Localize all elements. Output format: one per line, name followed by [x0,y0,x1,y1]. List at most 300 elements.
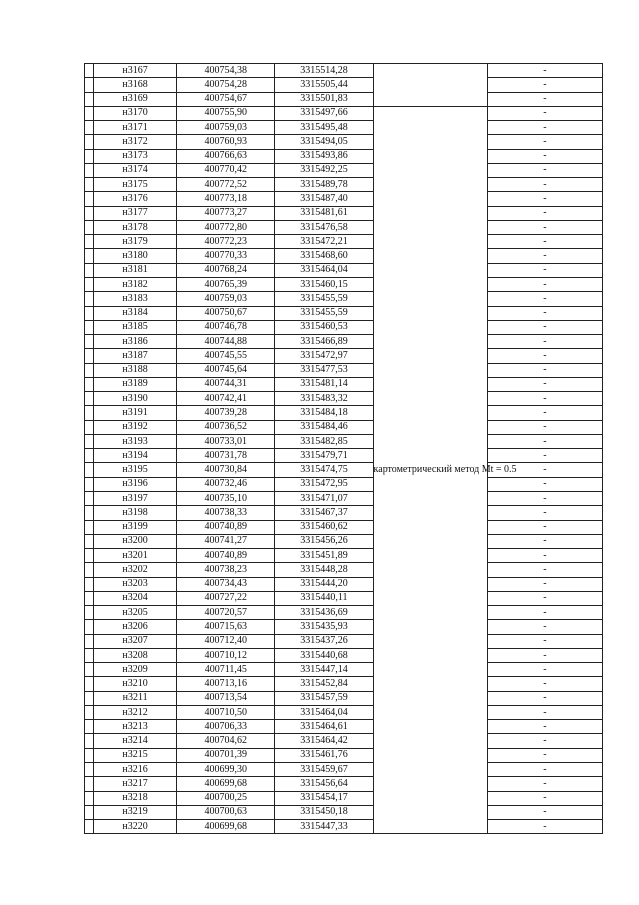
table-row [85,420,603,434]
note-cell: - [487,748,602,762]
x-coordinate-cell: 400754,28 [177,78,275,92]
table-row [85,320,603,334]
x-coordinate-cell: 400704,62 [177,734,275,748]
table-row [85,506,603,520]
row-margin-cell [85,663,94,677]
x-coordinate-cell: 400733,01 [177,434,275,448]
x-coordinate-cell: 400712,40 [177,634,275,648]
point-name-cell: н3205 [94,606,177,620]
y-coordinate-cell: 3315472,95 [275,477,373,491]
y-coordinate-cell: 3315464,61 [275,720,373,734]
note-cell: - [487,406,602,420]
point-name-cell: н3191 [94,406,177,420]
y-coordinate-cell: 3315482,85 [275,434,373,448]
x-coordinate-cell: 400742,41 [177,392,275,406]
y-coordinate-cell: 3315451,89 [275,549,373,563]
table-row [85,106,603,120]
point-name-cell: н3204 [94,591,177,605]
x-coordinate-cell: 400700,63 [177,805,275,819]
y-coordinate-cell: 3315435,93 [275,620,373,634]
note-cell: - [487,648,602,662]
point-name-cell: н3176 [94,192,177,206]
note-cell: - [487,263,602,277]
table-row [85,705,603,719]
x-coordinate-cell: 400732,46 [177,477,275,491]
x-coordinate-cell: 400730,84 [177,463,275,477]
row-margin-cell [85,92,94,106]
point-name-cell: н3194 [94,449,177,463]
y-coordinate-cell: 3315481,14 [275,377,373,391]
note-cell: - [487,64,602,78]
table-row [85,663,603,677]
note-cell: - [487,192,602,206]
x-coordinate-cell: 400738,33 [177,506,275,520]
x-coordinate-cell: 400734,43 [177,577,275,591]
table-row [85,748,603,762]
point-name-cell: н3208 [94,648,177,662]
table-row [85,121,603,135]
point-name-cell: н3212 [94,705,177,719]
table-row [85,791,603,805]
note-cell: - [487,663,602,677]
x-coordinate-cell: 400760,93 [177,135,275,149]
x-coordinate-cell: 400772,80 [177,220,275,234]
x-coordinate-cell: 400699,68 [177,820,275,834]
y-coordinate-cell: 3315481,61 [275,206,373,220]
table-row [85,520,603,534]
point-name-cell: н3197 [94,491,177,505]
x-coordinate-cell: 400765,39 [177,277,275,291]
x-coordinate-cell: 400701,39 [177,748,275,762]
y-coordinate-cell: 3315464,04 [275,263,373,277]
table-row [85,178,603,192]
method-cell-top [373,64,487,107]
point-name-cell: н3195 [94,463,177,477]
row-margin-cell [85,392,94,406]
x-coordinate-cell: 400713,54 [177,691,275,705]
method-label: картометрический метод Mt = 0.5 [373,464,517,476]
table-row [85,549,603,563]
row-margin-cell [85,763,94,777]
table-row [85,306,603,320]
y-coordinate-cell: 3315514,28 [275,64,373,78]
point-name-cell: н3216 [94,763,177,777]
point-name-cell: н3169 [94,92,177,106]
note-cell: - [487,249,602,263]
y-coordinate-cell: 3315459,67 [275,763,373,777]
y-coordinate-cell: 3315452,84 [275,677,373,691]
x-coordinate-cell: 400739,28 [177,406,275,420]
note-cell: - [487,549,602,563]
x-coordinate-cell: 400744,88 [177,335,275,349]
y-coordinate-cell: 3315497,66 [275,106,373,120]
x-coordinate-cell: 400770,33 [177,249,275,263]
x-coordinate-cell: 400711,45 [177,663,275,677]
note-cell: - [487,805,602,819]
y-coordinate-cell: 3315455,59 [275,292,373,306]
note-cell: - [487,292,602,306]
table-row [85,820,603,834]
point-name-cell: н3186 [94,335,177,349]
point-name-cell: н3220 [94,820,177,834]
row-margin-cell [85,292,94,306]
y-coordinate-cell: 3315471,07 [275,491,373,505]
x-coordinate-cell: 400770,42 [177,163,275,177]
point-name-cell: н3203 [94,577,177,591]
point-name-cell: н3177 [94,206,177,220]
point-name-cell: н3190 [94,392,177,406]
x-coordinate-cell: 400727,22 [177,591,275,605]
row-margin-cell [85,820,94,834]
x-coordinate-cell: 400773,27 [177,206,275,220]
note-cell: - [487,335,602,349]
x-coordinate-cell: 400713,16 [177,677,275,691]
note-cell: - [487,306,602,320]
note-cell: - [487,220,602,234]
note-cell: - [487,121,602,135]
row-margin-cell [85,691,94,705]
row-margin-cell [85,64,94,78]
point-name-cell: н3196 [94,477,177,491]
note-cell: - [487,349,602,363]
y-coordinate-cell: 3315479,71 [275,449,373,463]
row-margin-cell [85,620,94,634]
x-coordinate-cell: 400699,30 [177,763,275,777]
row-margin-cell [85,534,94,548]
row-margin-cell [85,648,94,662]
row-margin-cell [85,206,94,220]
y-coordinate-cell: 3315466,89 [275,335,373,349]
point-name-cell: н3168 [94,78,177,92]
row-margin-cell [85,577,94,591]
y-coordinate-cell: 3315440,11 [275,591,373,605]
point-name-cell: н3211 [94,691,177,705]
point-name-cell: н3217 [94,777,177,791]
row-margin-cell [85,363,94,377]
point-name-cell: н3184 [94,306,177,320]
coordinates-sheet [84,63,603,834]
point-name-cell: н3171 [94,121,177,135]
point-name-cell: н3198 [94,506,177,520]
note-cell: - [487,320,602,334]
x-coordinate-cell: 400735,10 [177,491,275,505]
y-coordinate-cell: 3315505,44 [275,78,373,92]
table-row [85,805,603,819]
table-row [85,335,603,349]
point-name-cell: н3206 [94,620,177,634]
note-cell: - [487,534,602,548]
point-name-cell: н3201 [94,549,177,563]
x-coordinate-cell: 400706,33 [177,720,275,734]
row-margin-cell [85,634,94,648]
x-coordinate-cell: 400759,03 [177,121,275,135]
note-cell: - [487,563,602,577]
table-row [85,734,603,748]
point-name-cell: н3199 [94,520,177,534]
note-cell: - [487,235,602,249]
note-cell: - [487,434,602,448]
table-row [85,406,603,420]
row-margin-cell [85,520,94,534]
table-row [85,206,603,220]
table-row [85,78,603,92]
y-coordinate-cell: 3315472,97 [275,349,373,363]
point-name-cell: н3209 [94,663,177,677]
y-coordinate-cell: 3315456,64 [275,777,373,791]
y-coordinate-cell: 3315447,33 [275,820,373,834]
table-row [85,620,603,634]
note-cell: - [487,577,602,591]
x-coordinate-cell: 400700,25 [177,791,275,805]
note-cell: - [487,477,602,491]
y-coordinate-cell: 3315483,32 [275,392,373,406]
row-margin-cell [85,163,94,177]
note-cell: - [487,720,602,734]
y-coordinate-cell: 3315501,83 [275,92,373,106]
table-row [85,349,603,363]
y-coordinate-cell: 3315474,75 [275,463,373,477]
note-cell: - [487,705,602,719]
x-coordinate-cell: 400744,31 [177,377,275,391]
note-cell: - [487,691,602,705]
row-margin-cell [85,377,94,391]
table-row [85,192,603,206]
row-margin-cell [85,805,94,819]
row-margin-cell [85,549,94,563]
point-name-cell: н3188 [94,363,177,377]
table-row [85,720,603,734]
x-coordinate-cell: 400754,38 [177,64,275,78]
y-coordinate-cell: 3315444,20 [275,577,373,591]
table-row [85,277,603,291]
row-margin-cell [85,791,94,805]
row-margin-cell [85,477,94,491]
table-row [85,292,603,306]
point-name-cell: н3202 [94,563,177,577]
y-coordinate-cell: 3315467,37 [275,506,373,520]
x-coordinate-cell: 400710,12 [177,648,275,662]
point-name-cell: н3183 [94,292,177,306]
y-coordinate-cell: 3315454,17 [275,791,373,805]
table-row [85,777,603,791]
row-margin-cell [85,277,94,291]
row-margin-cell [85,491,94,505]
note-cell: - [487,734,602,748]
y-coordinate-cell: 3315447,14 [275,663,373,677]
table-row [85,220,603,234]
table-row [85,249,603,263]
x-coordinate-cell: 400768,24 [177,263,275,277]
x-coordinate-cell: 400772,23 [177,235,275,249]
note-cell: - [487,377,602,391]
row-margin-cell [85,449,94,463]
table-row [85,163,603,177]
note-cell: - [487,777,602,791]
table-row [85,491,603,505]
point-name-cell: н3214 [94,734,177,748]
row-margin-cell [85,249,94,263]
coordinates-table [84,63,603,834]
y-coordinate-cell: 3315460,62 [275,520,373,534]
x-coordinate-cell: 400750,67 [177,306,275,320]
table-row [85,449,603,463]
point-name-cell: н3167 [94,64,177,78]
point-name-cell: н3207 [94,634,177,648]
table-row [85,64,603,78]
note-cell: - [487,591,602,605]
table-row [85,606,603,620]
point-name-cell: н3175 [94,178,177,192]
row-margin-cell [85,734,94,748]
y-coordinate-cell: 3315489,78 [275,178,373,192]
point-name-cell: н3193 [94,434,177,448]
row-margin-cell [85,463,94,477]
point-name-cell: н3192 [94,420,177,434]
point-name-cell: н3200 [94,534,177,548]
note-cell: - [487,763,602,777]
y-coordinate-cell: 3315487,40 [275,192,373,206]
note-cell: - [487,449,602,463]
note-cell: - [487,206,602,220]
note-cell: - [487,606,602,620]
point-name-cell: н3189 [94,377,177,391]
x-coordinate-cell: 400741,27 [177,534,275,548]
y-coordinate-cell: 3315464,42 [275,734,373,748]
table-row [85,392,603,406]
note-cell: - [487,620,602,634]
y-coordinate-cell: 3315495,48 [275,121,373,135]
y-coordinate-cell: 3315493,86 [275,149,373,163]
note-cell: - [487,149,602,163]
table-row [85,591,603,605]
row-margin-cell [85,591,94,605]
x-coordinate-cell: 400759,03 [177,292,275,306]
y-coordinate-cell: 3315450,18 [275,805,373,819]
point-name-cell: н3179 [94,235,177,249]
point-name-cell: н3182 [94,277,177,291]
row-margin-cell [85,748,94,762]
point-name-cell: н3172 [94,135,177,149]
method-cell [373,106,517,834]
y-coordinate-cell: 3315456,26 [275,534,373,548]
note-cell: - [487,363,602,377]
x-coordinate-cell: 400710,50 [177,705,275,719]
y-coordinate-cell: 3315484,18 [275,406,373,420]
note-cell: - [487,420,602,434]
y-coordinate-cell: 3315455,59 [275,306,373,320]
row-margin-cell [85,506,94,520]
row-margin-cell [85,149,94,163]
x-coordinate-cell: 400736,52 [177,420,275,434]
y-coordinate-cell: 3315460,15 [275,277,373,291]
x-coordinate-cell: 400755,90 [177,106,275,120]
y-coordinate-cell: 3315440,68 [275,648,373,662]
row-margin-cell [85,335,94,349]
note-cell: - [487,506,602,520]
row-margin-cell [85,106,94,120]
table-row [85,135,603,149]
point-name-cell: н3218 [94,791,177,805]
y-coordinate-cell: 3315448,28 [275,563,373,577]
table-row [85,92,603,106]
point-name-cell: н3178 [94,220,177,234]
y-coordinate-cell: 3315468,60 [275,249,373,263]
note-cell: - [487,392,602,406]
table-row [85,363,603,377]
note-cell: - [487,491,602,505]
x-coordinate-cell: 400772,52 [177,178,275,192]
note-cell: - [487,106,602,120]
table-row [85,677,603,691]
y-coordinate-cell: 3315461,76 [275,748,373,762]
note-cell: - [487,463,602,477]
row-margin-cell [85,263,94,277]
row-margin-cell [85,192,94,206]
point-name-cell: н3180 [94,249,177,263]
table-row [85,763,603,777]
note-cell: - [487,92,602,106]
point-name-cell: н3181 [94,263,177,277]
row-margin-cell [85,434,94,448]
table-row [85,434,603,448]
table-row [85,563,603,577]
point-name-cell: н3210 [94,677,177,691]
x-coordinate-cell: 400740,89 [177,549,275,563]
row-margin-cell [85,705,94,719]
table-row [85,477,603,491]
x-coordinate-cell: 400773,18 [177,192,275,206]
row-margin-cell [85,78,94,92]
y-coordinate-cell: 3315464,04 [275,705,373,719]
point-name-cell: н3213 [94,720,177,734]
row-margin-cell [85,135,94,149]
y-coordinate-cell: 3315484,46 [275,420,373,434]
table-row [85,577,603,591]
table-row [85,691,603,705]
note-cell: - [487,820,602,834]
x-coordinate-cell: 400715,63 [177,620,275,634]
row-margin-cell [85,320,94,334]
point-name-cell: н3187 [94,349,177,363]
row-margin-cell [85,406,94,420]
x-coordinate-cell: 400738,23 [177,563,275,577]
table-row [85,235,603,249]
note-cell: - [487,277,602,291]
table-row [85,263,603,277]
note-cell: - [487,520,602,534]
y-coordinate-cell: 3315457,59 [275,691,373,705]
y-coordinate-cell: 3315494,05 [275,135,373,149]
x-coordinate-cell: 400731,78 [177,449,275,463]
coordinates-table-body [85,64,603,834]
y-coordinate-cell: 3315437,26 [275,634,373,648]
row-margin-cell [85,235,94,249]
y-coordinate-cell: 3315476,58 [275,220,373,234]
point-name-cell: н3173 [94,149,177,163]
note-cell: - [487,791,602,805]
table-row [85,534,603,548]
row-margin-cell [85,178,94,192]
y-coordinate-cell: 3315472,21 [275,235,373,249]
point-name-cell: н3215 [94,748,177,762]
y-coordinate-cell: 3315436,69 [275,606,373,620]
x-coordinate-cell: 400740,89 [177,520,275,534]
row-margin-cell [85,349,94,363]
table-row [85,648,603,662]
table-row [85,377,603,391]
note-cell: - [487,178,602,192]
note-cell: - [487,163,602,177]
